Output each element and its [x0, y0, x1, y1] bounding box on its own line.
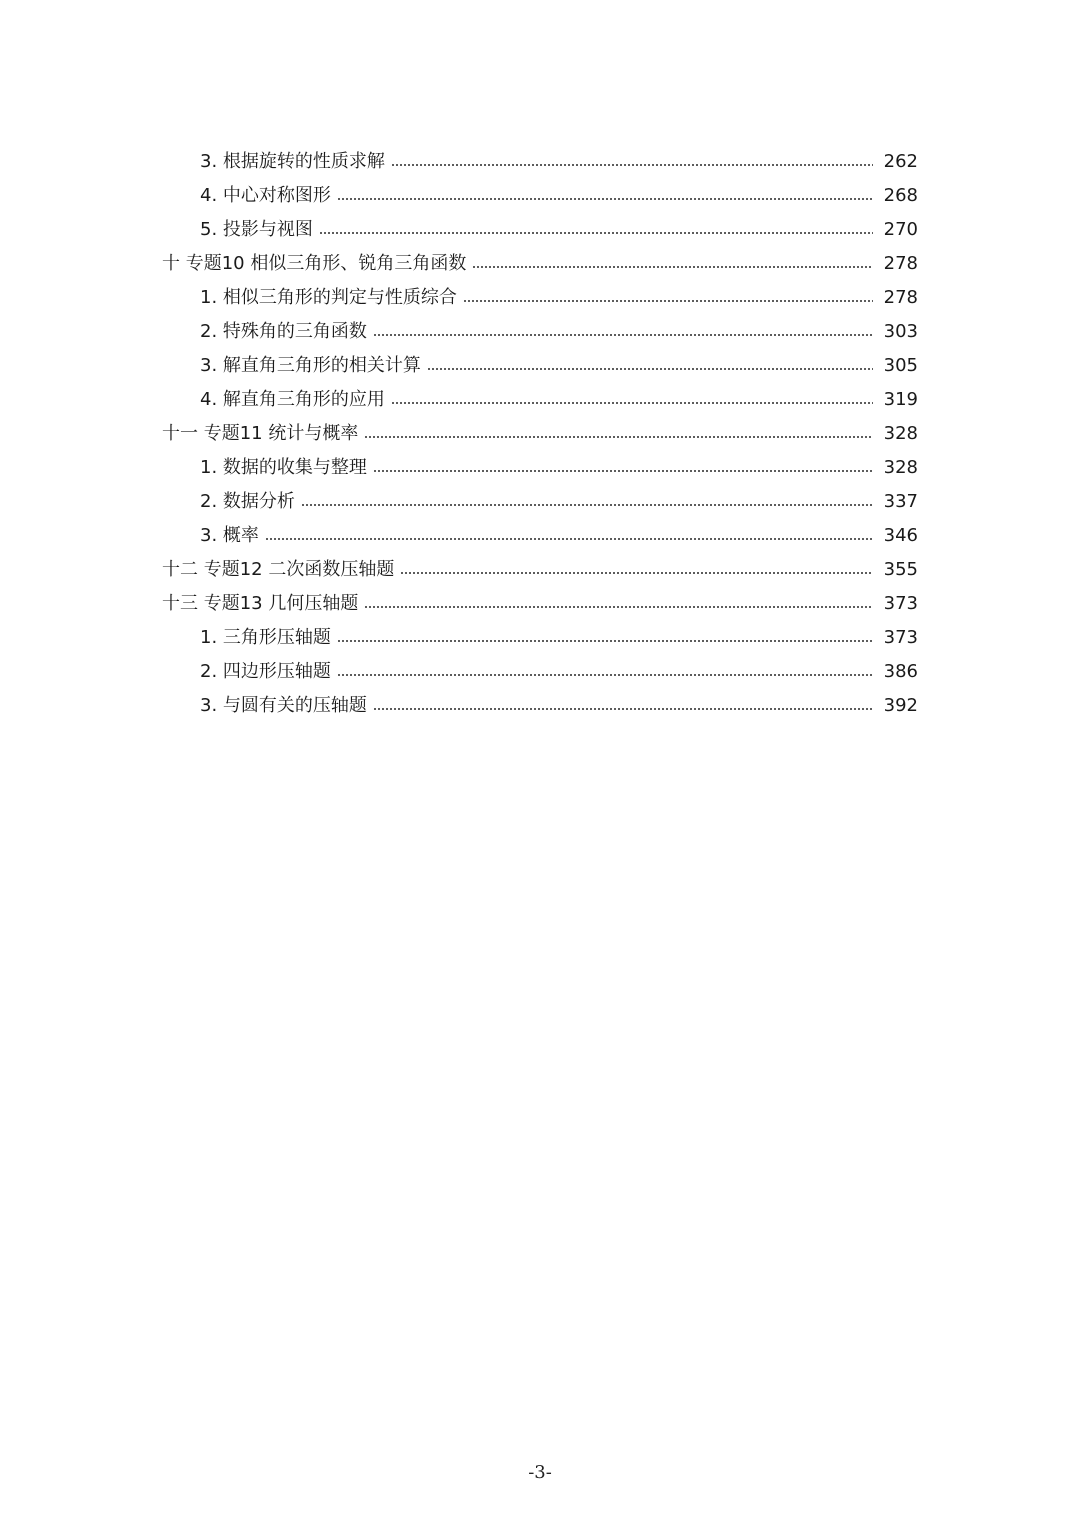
toc-entry-title: 4. 解直角三角形的应用	[200, 389, 385, 410]
toc-entry[interactable]	[0, 213, 1080, 247]
dot-leader	[373, 454, 873, 488]
toc-entry[interactable]	[0, 689, 1080, 723]
dot-leader	[463, 284, 873, 318]
toc-entry[interactable]	[0, 621, 1080, 655]
dot-leader	[391, 148, 873, 182]
toc-entry[interactable]	[0, 451, 1080, 485]
toc-entry-title: 1. 数据的收集与整理	[200, 457, 367, 478]
toc-entry-title: 5. 投影与视图	[200, 219, 313, 240]
toc-entry-page: 346	[883, 525, 918, 546]
toc-entry-title: 2. 四边形压轴题	[200, 661, 331, 682]
table-of-contents	[0, 145, 1080, 723]
toc-entry[interactable]	[0, 315, 1080, 349]
toc-entry[interactable]	[0, 383, 1080, 417]
dot-leader	[400, 556, 873, 590]
toc-entry-page: 262	[883, 151, 918, 172]
toc-entry-page: 278	[883, 253, 918, 274]
toc-entry-title: 3. 与圆有关的压轴题	[200, 695, 367, 716]
toc-entry[interactable]	[0, 179, 1080, 213]
toc-entry[interactable]	[0, 281, 1080, 315]
toc-entry[interactable]	[0, 655, 1080, 689]
toc-entry-page: 328	[883, 457, 918, 478]
toc-entry-title: 十一 专题11 统计与概率	[162, 423, 359, 444]
toc-entry-page: 268	[883, 185, 918, 206]
dot-leader	[301, 488, 873, 522]
toc-entry-page: 303	[883, 321, 918, 342]
toc-entry-title: 3. 概率	[200, 525, 259, 546]
toc-entry-page: 337	[883, 491, 918, 512]
dot-leader	[373, 318, 873, 352]
toc-entry-title: 1. 三角形压轴题	[200, 627, 331, 648]
toc-entry[interactable]	[0, 349, 1080, 383]
toc-section-entry[interactable]	[0, 553, 1080, 587]
dot-leader	[373, 692, 873, 726]
dot-leader	[337, 624, 873, 658]
toc-section-entry[interactable]	[0, 587, 1080, 621]
toc-entry-page: 392	[883, 695, 918, 716]
toc-entry-page: 319	[883, 389, 918, 410]
dot-leader	[427, 352, 873, 386]
toc-entry-page: 355	[883, 559, 918, 580]
dot-leader	[319, 216, 873, 250]
toc-entry-title: 十 专题10 相似三角形、锐角三角函数	[162, 253, 467, 274]
toc-entry-page: 328	[883, 423, 918, 444]
dot-leader	[337, 182, 873, 216]
toc-entry-title: 2. 数据分析	[200, 491, 295, 512]
toc-section-entry[interactable]	[0, 247, 1080, 281]
toc-entry-title: 1. 相似三角形的判定与性质综合	[200, 287, 457, 308]
toc-entry-page: 373	[883, 593, 918, 614]
toc-entry-page: 270	[883, 219, 918, 240]
toc-entry-title: 十三 专题13 几何压轴题	[162, 593, 359, 614]
toc-section-entry[interactable]	[0, 417, 1080, 451]
toc-entry-title: 4. 中心对称图形	[200, 185, 331, 206]
toc-entry-page: 278	[883, 287, 918, 308]
dot-leader	[364, 590, 873, 624]
dot-leader	[472, 250, 873, 284]
toc-entry[interactable]	[0, 145, 1080, 179]
toc-entry-title: 十二 专题12 二次函数压轴题	[162, 559, 395, 580]
dot-leader	[337, 658, 873, 692]
toc-entry[interactable]	[0, 485, 1080, 519]
dot-leader	[391, 386, 873, 420]
page-number: -3-	[528, 1462, 552, 1483]
toc-entry[interactable]	[0, 519, 1080, 553]
toc-entry-page: 386	[883, 661, 918, 682]
toc-entry-page: 305	[883, 355, 918, 376]
dot-leader	[265, 522, 873, 556]
toc-entry-title: 3. 根据旋转的性质求解	[200, 151, 385, 172]
toc-entry-title: 2. 特殊角的三角函数	[200, 321, 367, 342]
toc-entry-title: 3. 解直角三角形的相关计算	[200, 355, 421, 376]
dot-leader	[364, 420, 873, 454]
toc-entry-page: 373	[883, 627, 918, 648]
